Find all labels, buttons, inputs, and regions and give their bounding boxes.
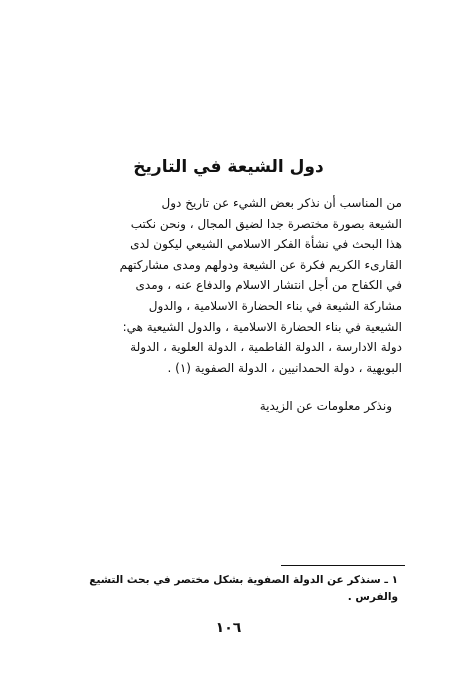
footnote-divider <box>281 565 405 566</box>
closing-line: ونذكر معلومات عن الزيدية <box>259 399 392 413</box>
body-line: هذا البحث في نشأة الفكر الاسلامي الشيعي ليكون لدى <box>130 237 402 252</box>
body-line: دولة الادارسة ، الدولة الفاطمية ، الدولة العلوية ، الدولة <box>130 340 402 355</box>
body-line: البويهية ، دولة الحمدانيين ، الدولة الصفوية (١) . <box>167 360 402 375</box>
footnote <box>30 572 398 606</box>
body-line: مشاركة الشيعة في بناء الحضارة الاسلامية ، والدول <box>148 298 402 313</box>
body-line: في الكفاح من أجل انتشار الاسلام والدفاع عنه ، ومدى <box>135 278 402 293</box>
footnote-line: ١ ـ سنذكر عن الدولة الصفوية بشكل مختصر في بحث التشيع <box>89 574 398 586</box>
page-number: ١٠٦ <box>215 620 242 636</box>
body-line: الشيعية في بناء الحضارة الاسلامية ، والدول الشيعية هي: <box>122 319 402 334</box>
footnote-line: والفرس . <box>347 591 398 603</box>
body-paragraph <box>52 193 402 378</box>
page-title: دول الشيعة في التاريخ <box>133 157 324 177</box>
body-line: القارىء الكريم فكرة عن الشيعة ودولهم ومدى مشاركتهم <box>119 257 402 272</box>
body-line: من المناسب أن نذكر بعض الشيء عن تاريخ دول <box>161 196 402 210</box>
body-line: الشيعة بصورة مختصرة جدا لضيق المجال ، ونحن نكتب <box>130 216 402 231</box>
